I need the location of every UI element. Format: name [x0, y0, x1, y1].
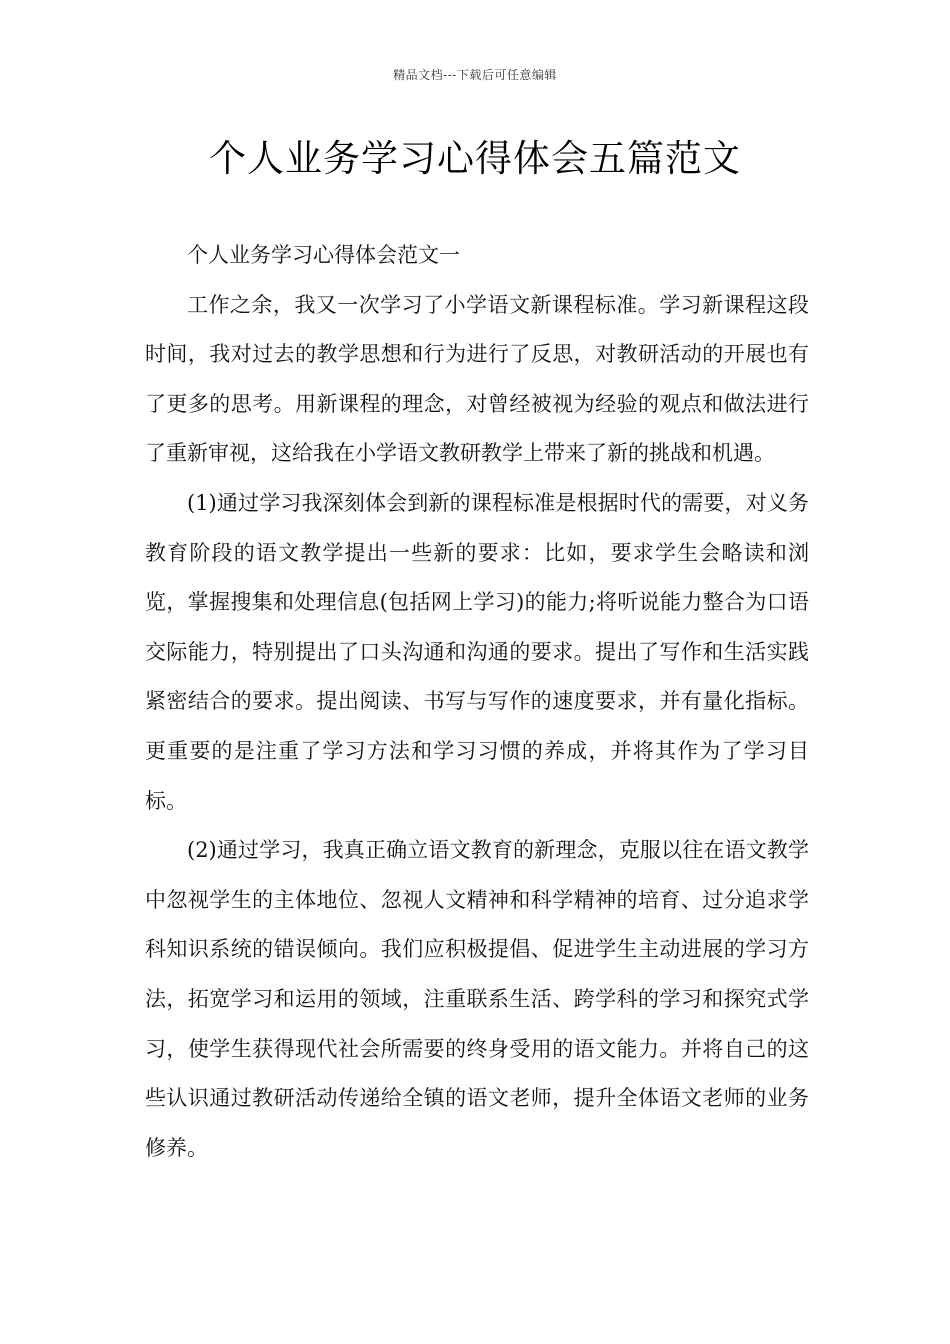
paragraph-2: (1)通过学习我深刻体会到新的课程标准是根据时代的需要，对义务教育阶段的语文教学提出一些新的要求：比如，要求学生会略读和浏览，掌握搜集和处理信息(包括网上学习)的能力;将听说能力整合为口语交际能力，特别提出了口头沟通和沟通的要求。提出了写作和生活实践紧密结合的要求。提出阅读、书写与写作的速度要求，并有量化指标。更重要的是注重了学习方法和学习习惯的养成，并将其作为了学习目标。 [145, 490, 809, 813]
paragraph-1: 工作之余，我又一次学习了小学语文新课程标准。学习新课程这段时间，我对过去的教学思想和行为进行了反思，对教研活动的开展也有了更多的思考。用新课程的理念，对曾经被视为经验的观点和做法进行了重新审视，这给我在小学语文教研教学上带来了新的挑战和机遇。 [145, 292, 809, 466]
document-title: 个人业务学习心得体会五篇范文 [209, 137, 741, 180]
document-body [145, 231, 809, 1173]
paragraph-3: (2)通过学习，我真正确立语文教育的新理念，克服以往在语文教学中忽视学生的主体地位、忽视人文精神和科学精神的培育、过分追求学科知识系统的错误倾向。我们应积极提倡、促进学生主动进展的学习方法，拓宽学习和运用的领域，注重联系生活、跨学科的学习和探究式学习，使学生获得现代社会所需要的终身受用的语文能力。并将自己的这些认识通过教研活动传递给全镇的语文老师，提升全体语文老师的业务修养。 [145, 838, 809, 1160]
header-note: 精品文档---下载后可任意编辑 [393, 68, 557, 82]
section-heading: 个人业务学习心得体会范文一 [187, 243, 460, 267]
